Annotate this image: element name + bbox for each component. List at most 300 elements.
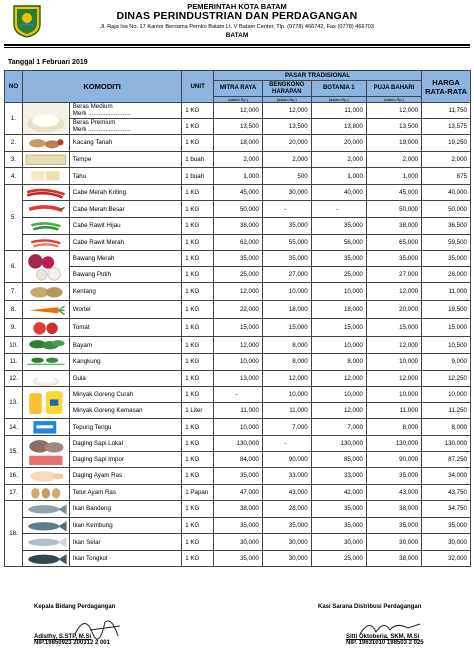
- price-average: 59,500: [422, 234, 471, 251]
- price-bengkong-harapan: 500: [262, 168, 311, 185]
- commodity-unit: 1 KG: [182, 251, 214, 267]
- commodity-unit: 1 KG: [182, 435, 214, 452]
- row-number: 17.: [5, 484, 23, 501]
- commodity-photo: [23, 550, 70, 567]
- signer-left-title: Kepala Bidang Perdagangan: [34, 604, 116, 610]
- table-row: [5, 135, 471, 152]
- price-botania: 40,000: [311, 184, 366, 201]
- price-puja-bahari: 1,000: [366, 168, 421, 185]
- price-bengkong-harapan: 30,000: [262, 184, 311, 201]
- price-average: 10,000: [422, 387, 471, 403]
- price-puja-bahari: 10,000: [366, 353, 421, 370]
- table-row: [5, 218, 471, 235]
- price-average: 9,000: [422, 353, 471, 370]
- price-average: 12,250: [422, 370, 471, 387]
- price-botania: 15,000: [311, 319, 366, 337]
- table-row: [5, 267, 471, 283]
- col-harga-rata-rata: HARGA RATA-RATA: [422, 71, 471, 103]
- office-address: Jl. Raja Isa No. 17 Kantor Bersama Pemko Batam Lt. V Batam Center, Tlp. (0778) 466742, Fax (0778) 466703: [100, 24, 374, 30]
- letterhead: [0, 0, 474, 62]
- row-number: 9.: [5, 319, 23, 337]
- price-bengkong-harapan: 2,000: [262, 151, 311, 168]
- price-average: 36,500: [422, 218, 471, 235]
- price-mitra-raya: 50,000: [214, 201, 263, 218]
- beef-photo-icon: [23, 436, 69, 467]
- col-mitra-raya: MITRA RAYA: [214, 81, 263, 97]
- price-mitra-raya: 62,000: [214, 234, 263, 251]
- price-puja-bahari: 30,000: [366, 534, 421, 551]
- commodity-photo: [23, 419, 70, 436]
- table-row: [5, 452, 471, 468]
- commodity-photo: [23, 218, 70, 235]
- price-puja-bahari: 43,000: [366, 484, 421, 501]
- price-botania: 13,800: [311, 119, 366, 135]
- header-rule-top: [4, 44, 470, 46]
- commodity-photo: [23, 337, 70, 354]
- commodity-photo: [23, 151, 70, 168]
- price-mitra-raya: 10,000: [214, 419, 263, 436]
- price-average: 50,000: [422, 201, 471, 218]
- price-botania: 7,000: [311, 419, 366, 436]
- row-number: 18.: [5, 501, 23, 567]
- price-bengkong-harapan: 43,000: [262, 484, 311, 501]
- table-row: [5, 353, 471, 370]
- commodity-unit: 1 KG: [182, 267, 214, 283]
- unit-note: (dalam Rp.): [366, 97, 421, 103]
- signer-left-nip: NIP.19850923 200312 2 001: [34, 640, 110, 646]
- price-botania: 35,000: [311, 218, 366, 235]
- table-row: [5, 319, 471, 337]
- col-komoditi: KOMODITI: [23, 71, 182, 103]
- commodity-name: Ikan Kembung: [69, 517, 182, 534]
- price-bengkong-harapan: -: [262, 201, 311, 218]
- price-bengkong-harapan: 12,000: [262, 103, 311, 119]
- row-number: 10.: [5, 337, 23, 354]
- commodity-name: Daging Sapi Impor: [69, 452, 182, 468]
- col-no: NO: [5, 71, 23, 103]
- commodity-unit: 1 Liter: [182, 403, 214, 419]
- price-puja-bahari: 8,000: [366, 419, 421, 436]
- price-botania: 25,000: [311, 550, 366, 567]
- price-mitra-raya: 35,000: [214, 467, 263, 484]
- tomato-photo-icon: [23, 320, 69, 336]
- price-mitra-raya: 13,000: [214, 370, 263, 387]
- flour-photo-icon: [23, 419, 69, 435]
- green-chili-photo-icon: [23, 218, 69, 234]
- price-bengkong-harapan: 35,000: [262, 517, 311, 534]
- price-average: 8,000: [422, 419, 471, 436]
- row-number: 13.: [5, 387, 23, 419]
- price-mitra-raya: 84,000: [214, 452, 263, 468]
- price-puja-bahari: 20,000: [366, 301, 421, 319]
- commodity-unit: 1 KG: [182, 184, 214, 201]
- price-puja-bahari: 38,000: [366, 550, 421, 567]
- commodity-photo: [23, 135, 70, 152]
- commodity-unit: 1 KG: [182, 135, 214, 152]
- office-name: DINAS PERINDUSTRIAN DAN PERDAGANGAN: [116, 10, 358, 22]
- row-number: 11.: [5, 353, 23, 370]
- price-mitra-raya: 15,000: [214, 319, 263, 337]
- spinach-photo-icon: [23, 337, 69, 353]
- commodity-name: Bawang Putih: [69, 267, 182, 283]
- commodity-unit: 1 KG: [182, 234, 214, 251]
- commodity-name: Cabe Rawit Merah: [69, 234, 182, 251]
- commodity-name: Kentang: [69, 283, 182, 301]
- price-botania: 130,000: [311, 435, 366, 452]
- signer-right-nip: NIP. 19631010 198503 2 025: [346, 640, 424, 646]
- commodity-unit: 1 buah: [182, 168, 214, 185]
- signer-left: [34, 634, 110, 646]
- price-mitra-raya: 47,000: [214, 484, 263, 501]
- price-botania: 35,000: [311, 517, 366, 534]
- price-puja-bahari: 10,000: [366, 387, 421, 403]
- commodity-name: Cabe Rawit Hijau: [69, 218, 182, 235]
- price-average: 26,000: [422, 267, 471, 283]
- signer-right-title: Kasi Sarana Distribusi Perdagangan: [318, 604, 422, 610]
- price-mitra-raya: -: [214, 387, 263, 403]
- commodity-unit: 1 KG: [182, 319, 214, 337]
- commodity-name: Daging Ayam Ras: [69, 467, 182, 484]
- gov-name: PEMERINTAH KOTA BATAM: [187, 2, 287, 11]
- price-puja-bahari: 13,500: [366, 119, 421, 135]
- price-botania: 85,000: [311, 452, 366, 468]
- commodity-photo: [23, 184, 70, 201]
- price-bengkong-harapan: 55,000: [262, 234, 311, 251]
- commodity-name: Gula: [69, 370, 182, 387]
- price-mitra-raya: 12,000: [214, 283, 263, 301]
- price-puja-bahari: 12,000: [366, 370, 421, 387]
- price-bengkong-harapan: 33,000: [262, 467, 311, 484]
- price-botania: 20,000: [311, 135, 366, 152]
- price-botania: 12,000: [311, 370, 366, 387]
- price-puja-bahari: 2,000: [366, 151, 421, 168]
- commodity-unit: 1 KG: [182, 467, 214, 484]
- price-average: 35,000: [422, 517, 471, 534]
- price-puja-bahari: 45,000: [366, 184, 421, 201]
- price-mitra-raya: 1,000: [214, 168, 263, 185]
- col-puja-bahari: PUJA BAHARI: [366, 81, 421, 97]
- commodity-unit: 1 KG: [182, 283, 214, 301]
- cooking-oil-photo-icon: [23, 387, 69, 418]
- fish-photo-icon: [23, 534, 69, 550]
- commodity-name: Daging Sapi Lokal: [69, 435, 182, 452]
- row-number: 4.: [5, 168, 23, 185]
- table-row: [5, 387, 471, 403]
- commodity-unit: 1 KG: [182, 370, 214, 387]
- chili-photo-icon: [23, 235, 69, 251]
- price-average: 11,250: [422, 403, 471, 419]
- price-bengkong-harapan: 30,000: [262, 550, 311, 567]
- commodity-name: Kacang Tanah: [69, 135, 182, 152]
- price-bengkong-harapan: 18,000: [262, 301, 311, 319]
- table-row: [5, 201, 471, 218]
- commodity-name: Bawang Merah: [69, 251, 182, 267]
- price-average: 15,000: [422, 319, 471, 337]
- unit-note: (dalam Rp.): [262, 97, 311, 103]
- col-pasar-tradisional: PASAR TRADISIONAL: [214, 71, 422, 81]
- signer-right: [346, 634, 424, 646]
- price-average: 10,500: [422, 337, 471, 354]
- price-mitra-raya: 2,000: [214, 151, 263, 168]
- table-row: [5, 283, 471, 301]
- chili-photo-icon: [23, 185, 69, 201]
- price-average: 19,250: [422, 135, 471, 152]
- price-bengkong-harapan: 35,000: [262, 251, 311, 267]
- price-bengkong-harapan: 35,000: [262, 218, 311, 235]
- price-puja-bahari: 12,000: [366, 283, 421, 301]
- commodity-photo: [23, 301, 70, 319]
- price-botania: 2,000: [311, 151, 366, 168]
- table-row: [5, 419, 471, 436]
- table-row: [5, 103, 471, 119]
- price-botania: 30,000: [311, 534, 366, 551]
- price-botania: 10,000: [311, 337, 366, 354]
- price-puja-bahari: 27,000: [366, 267, 421, 283]
- table-row: [5, 234, 471, 251]
- price-bengkong-harapan: 90,000: [262, 452, 311, 468]
- commodity-name: Beras Premium Merk .........................: [69, 119, 182, 135]
- table-row: [5, 337, 471, 354]
- commodity-name: Telur Ayam Ras: [69, 484, 182, 501]
- price-puja-bahari: 90,000: [366, 452, 421, 468]
- price-botania: 42,000: [311, 484, 366, 501]
- egg-photo-icon: [23, 485, 69, 501]
- price-botania: 33,000: [311, 467, 366, 484]
- price-average: 43,750: [422, 484, 471, 501]
- price-botania: 10,000: [311, 283, 366, 301]
- header-rule-bottom: [4, 47, 470, 48]
- commodity-name: Ikan Tongkol: [69, 550, 182, 567]
- row-number: 15.: [5, 435, 23, 467]
- price-bengkong-harapan: 12,000: [262, 370, 311, 387]
- price-bengkong-harapan: 10,000: [262, 387, 311, 403]
- price-puja-bahari: 65,000: [366, 234, 421, 251]
- price-mitra-raya: 11,000: [214, 403, 263, 419]
- price-average: 32,000: [422, 550, 471, 567]
- price-average: 87,250: [422, 452, 471, 468]
- table-row: [5, 517, 471, 534]
- potato-photo-icon: [23, 284, 69, 300]
- commodity-photo: [23, 517, 70, 534]
- commodity-unit: 1 KG: [182, 301, 214, 319]
- table-row: [5, 370, 471, 387]
- price-average: 35,000: [422, 251, 471, 267]
- commodity-photo: [23, 251, 70, 283]
- price-table: [4, 70, 471, 567]
- price-bengkong-harapan: 15,000: [262, 319, 311, 337]
- commodity-name: Bayam: [69, 337, 182, 354]
- commodity-unit: 1 KG: [182, 517, 214, 534]
- table-row: [5, 301, 471, 319]
- table-row: [5, 467, 471, 484]
- price-bengkong-harapan: 13,500: [262, 119, 311, 135]
- price-puja-bahari: 35,000: [366, 251, 421, 267]
- price-average: 19,500: [422, 301, 471, 319]
- price-mitra-raya: 35,000: [214, 550, 263, 567]
- signature-left: [34, 604, 115, 610]
- price-mitra-raya: 38,000: [214, 501, 263, 518]
- commodity-photo: [23, 534, 70, 551]
- unit-note: (dalam Rp.): [311, 97, 366, 103]
- price-bengkong-harapan: 10,000: [262, 283, 311, 301]
- price-average: 11,750: [422, 103, 471, 119]
- price-average: 13,575: [422, 119, 471, 135]
- table-row: [5, 151, 471, 168]
- signer-right-name: Sitti Oktoberia, SKM, M.Si: [346, 634, 420, 640]
- price-mitra-raya: 12,000: [214, 103, 263, 119]
- row-number: 5.: [5, 184, 23, 250]
- commodity-unit: 1 KG: [182, 103, 214, 119]
- commodity-name: Ikan Selar: [69, 534, 182, 551]
- price-mitra-raya: 12,000: [214, 337, 263, 354]
- commodity-unit: 1 KG: [182, 452, 214, 468]
- price-botania: 25,000: [311, 267, 366, 283]
- commodity-photo: [23, 201, 70, 218]
- commodity-name: Cabe Merah Besar: [69, 201, 182, 218]
- commodity-unit: 1 Papan: [182, 484, 214, 501]
- commodity-unit: 1 KG: [182, 534, 214, 551]
- fish-photo-icon: [23, 501, 69, 517]
- table-row: [5, 484, 471, 501]
- row-number: 8.: [5, 301, 23, 319]
- table-row: [5, 251, 471, 267]
- commodity-photo: [23, 484, 70, 501]
- commodity-photo: [23, 370, 70, 387]
- price-puja-bahari: 35,000: [366, 467, 421, 484]
- row-number: 6.: [5, 251, 23, 283]
- commodity-photo: [23, 353, 70, 370]
- price-bengkong-harapan: 8,000: [262, 353, 311, 370]
- price-mitra-raya: 130,000: [214, 435, 263, 452]
- price-mitra-raya: 22,000: [214, 301, 263, 319]
- row-number: 1.: [5, 103, 23, 135]
- commodity-photo: [23, 501, 70, 518]
- commodity-unit: 1 KG: [182, 387, 214, 403]
- commodity-name: Beras Medium Merk .........................: [69, 103, 182, 119]
- row-number: 12.: [5, 370, 23, 387]
- table-row: [5, 534, 471, 551]
- table-row: [5, 550, 471, 567]
- signer-left-name: Adisthy, S.STP, M.Si: [34, 634, 92, 640]
- price-bengkong-harapan: 27,000: [262, 267, 311, 283]
- price-botania: 56,000: [311, 234, 366, 251]
- price-puja-bahari: 11,000: [366, 403, 421, 419]
- price-botania: 11,000: [311, 103, 366, 119]
- price-average: 875: [422, 168, 471, 185]
- commodity-name: Tempe: [69, 151, 182, 168]
- unit-note: (dalam Rp.): [214, 97, 263, 103]
- price-average: 11,000: [422, 283, 471, 301]
- commodity-name: Minyak Goreng Curah: [69, 387, 182, 403]
- commodity-photo: [23, 234, 70, 251]
- price-botania: 12,000: [311, 403, 366, 419]
- commodity-name: Kangkung: [69, 353, 182, 370]
- col-unit: UNIT: [182, 71, 214, 103]
- chicken-photo-icon: [23, 468, 69, 484]
- row-number: 3.: [5, 151, 23, 168]
- commodity-name: Wortel: [69, 301, 182, 319]
- table-row: [5, 403, 471, 419]
- row-number: 14.: [5, 419, 23, 436]
- commodity-photo: [23, 283, 70, 301]
- price-bengkong-harapan: 30,000: [262, 534, 311, 551]
- price-puja-bahari: 12,000: [366, 337, 421, 354]
- chili-photo-icon: [23, 201, 69, 217]
- price-puja-bahari: 38,000: [366, 501, 421, 518]
- price-botania: 8,000: [311, 353, 366, 370]
- table-row: [5, 184, 471, 201]
- price-mitra-raya: 18,000: [214, 135, 263, 152]
- price-puja-bahari: 130,000: [366, 435, 421, 452]
- commodity-unit: 1 KG: [182, 353, 214, 370]
- tempe-photo-icon: [23, 152, 69, 168]
- fish-photo-icon: [23, 551, 69, 567]
- commodity-photo: [23, 319, 70, 337]
- commodity-photo: [23, 387, 70, 419]
- price-average: 130,000: [422, 435, 471, 452]
- table-row: [5, 501, 471, 518]
- price-botania: 35,000: [311, 251, 366, 267]
- signature-right: [318, 604, 421, 610]
- price-mitra-raya: 35,000: [214, 517, 263, 534]
- commodity-photo: [23, 168, 70, 185]
- row-number: 2.: [5, 135, 23, 152]
- row-number: 16.: [5, 467, 23, 484]
- price-bengkong-harapan: 7,000: [262, 419, 311, 436]
- commodity-name: Tahu: [69, 168, 182, 185]
- rice-photo-icon: [23, 103, 69, 134]
- price-average: 2,000: [422, 151, 471, 168]
- tofu-photo-icon: [23, 168, 69, 184]
- commodity-unit: 1 KG: [182, 419, 214, 436]
- commodity-photo: [23, 103, 70, 135]
- price-puja-bahari: 19,000: [366, 135, 421, 152]
- price-mitra-raya: 25,000: [214, 267, 263, 283]
- peanut-photo-icon: [23, 135, 69, 151]
- price-average: 40,000: [422, 184, 471, 201]
- report-date: Tanggal 1 Februari 2019: [8, 59, 88, 66]
- office-city: BATAM: [225, 32, 249, 39]
- price-average: 30,000: [422, 534, 471, 551]
- commodity-unit: 1 KG: [182, 218, 214, 235]
- commodity-unit: 1 KG: [182, 337, 214, 354]
- price-botania: 18,000: [311, 301, 366, 319]
- price-puja-bahari: 15,000: [366, 319, 421, 337]
- price-mitra-raya: 13,500: [214, 119, 263, 135]
- fish-photo-icon: [23, 518, 69, 534]
- commodity-photo: [23, 435, 70, 467]
- price-puja-bahari: 35,000: [366, 517, 421, 534]
- commodity-name: Tepung Terigu: [69, 419, 182, 436]
- price-mitra-raya: 38,000: [214, 218, 263, 235]
- commodity-name: Tomat: [69, 319, 182, 337]
- carrot-photo-icon: [23, 302, 69, 318]
- commodity-photo: [23, 467, 70, 484]
- sugar-photo-icon: [23, 371, 69, 387]
- commodity-name: Minyak Goreng Kemasan: [69, 403, 182, 419]
- table-row: [5, 119, 471, 135]
- price-average: 34,000: [422, 467, 471, 484]
- kangkung-photo-icon: [23, 354, 69, 370]
- price-bengkong-harapan: 28,000: [262, 501, 311, 518]
- row-number: 7.: [5, 283, 23, 301]
- commodity-unit: 1 KG: [182, 501, 214, 518]
- commodity-name: Ikan Bandeng: [69, 501, 182, 518]
- table-row: [5, 168, 471, 185]
- commodity-name: Cabe Merah Kriting: [69, 184, 182, 201]
- price-bengkong-harapan: 20,000: [262, 135, 311, 152]
- price-bengkong-harapan: -: [262, 435, 311, 452]
